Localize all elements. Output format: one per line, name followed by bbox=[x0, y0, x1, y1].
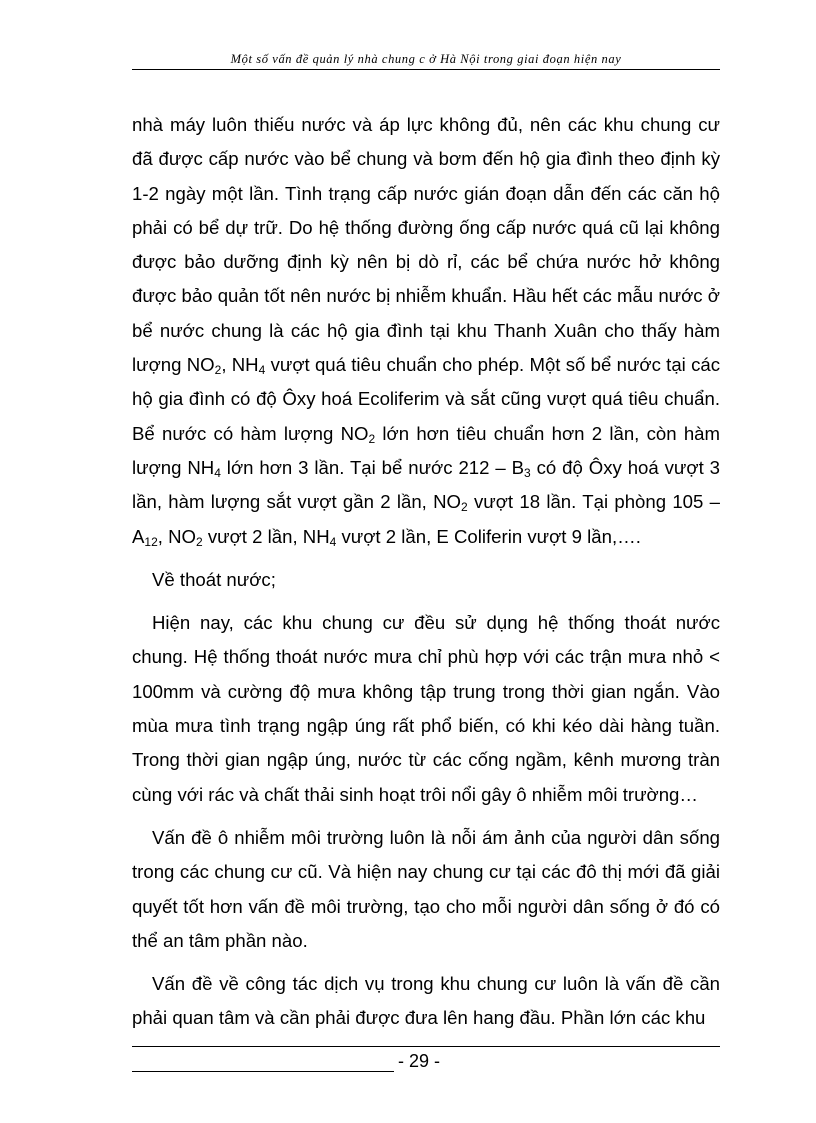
paragraph-environment: Vấn đề ô nhiễm môi trường luôn là nỗi ám ảnh của người dân sống trong các chung cư cũ. Và hiện nay chung cư tại các đô thị mới đã giải quyết tốt hơn vấn đề môi trường, tạo cho mỗi người dân sống ở đó có thể an tâm phần nào. bbox=[132, 826, 720, 951]
text-run: vượt 18 lần. Tại phòng 105 – A bbox=[132, 491, 720, 547]
paragraph-services: Vấn đề về công tác dịch vụ trong khu chung cư luôn là vấn đề cần phải quan tâm và cần phải được đưa lên hang đầu. Phần lớn các khu bbox=[132, 973, 720, 1029]
header-rule bbox=[132, 69, 720, 70]
subscript: 2 bbox=[196, 534, 203, 549]
paragraph-water-supply bbox=[132, 108, 720, 554]
running-header: Một số vấn đề quản lý nhà chung c ở Hà Nội trong giai đoạn hiện nay bbox=[230, 52, 622, 66]
text-run: nhà máy luôn thiếu nước và áp lực không đủ, nên các khu chung cư đã được cấp nước vào bể chung và bơm đến hộ gia đình theo định kỳ 1-2 ngày một lần. Tình trạng cấp nước gián đoạn dẫn đến các căn hộ phải có bể dự trữ. Do hệ thống đường ống cấp nước quá cũ lại không được bảo dưỡng định kỳ nên bị dò rỉ, các bể chứa nước hở không được bảo quản tốt nên nước bị nhiễm khuẩn. Hầu hết các mẫu nước ở bể nước chung là các hộ gia đình tại khu Thanh Xuân cho thấy hàm lượng NO bbox=[132, 114, 720, 376]
subscript: 2 bbox=[368, 431, 376, 446]
text-run: có độ Ôxy hoá vượt 3 lần, hàm lượng sắt vượt gần 2 lần, NO bbox=[132, 456, 720, 513]
subscript: 4 bbox=[258, 363, 266, 378]
subscript: 4 bbox=[214, 465, 221, 480]
text-run: lớn hơn 3 lần. Tại bể nước 212 – B bbox=[220, 456, 525, 478]
subscript: 12 bbox=[144, 534, 158, 549]
subscript: 3 bbox=[524, 465, 531, 480]
paragraph-drainage-heading: Về thoát nước; bbox=[152, 568, 276, 590]
subscript: 2 bbox=[461, 500, 468, 515]
text-run: , NH bbox=[221, 354, 259, 376]
footer-short-rule bbox=[132, 1071, 394, 1072]
text-run: lớn hơn tiêu chuẩn hơn 2 lần, còn hàm lượng NH bbox=[132, 422, 720, 478]
paragraph-drainage: Hiện nay, các khu chung cư đều sử dụng hệ thống thoát nước chung. Hệ thống thoát nước mưa chỉ phù hợp với các trận mưa nhỏ < 100mm và cường độ mưa không tập trung trong thời gian ngắn. Vào mùa mưa tình trạng ngập úng rất phổ biến, có khi kéo dài hàng tuần. Trong thời gian ngập úng, nước từ các cống ngầm, kênh mương tràn cùng với rác và chất thải sinh hoạt trôi nổi gây ô nhiễm môi trường… bbox=[132, 612, 720, 805]
text-run: vượt 2 lần, E Coliferin vượt 9 lần,…. bbox=[336, 525, 641, 547]
text-run: vượt 2 lần, NH bbox=[202, 525, 330, 547]
footer-rule bbox=[132, 1046, 720, 1047]
page-number: - 29 - bbox=[398, 1051, 441, 1071]
text-run: , NO bbox=[157, 525, 196, 547]
text-run: vượt quá tiêu chuẩn cho phép. Một số bể nước tại các hộ gia đình có độ Ôxy hoá Ecoliferim và sắt cũng vượt quá tiêu chuẩn. Bể nước có hàm lượng NO bbox=[132, 354, 721, 444]
subscript: 4 bbox=[329, 534, 337, 549]
body-text bbox=[132, 108, 720, 1036]
subscript: 2 bbox=[214, 363, 222, 378]
